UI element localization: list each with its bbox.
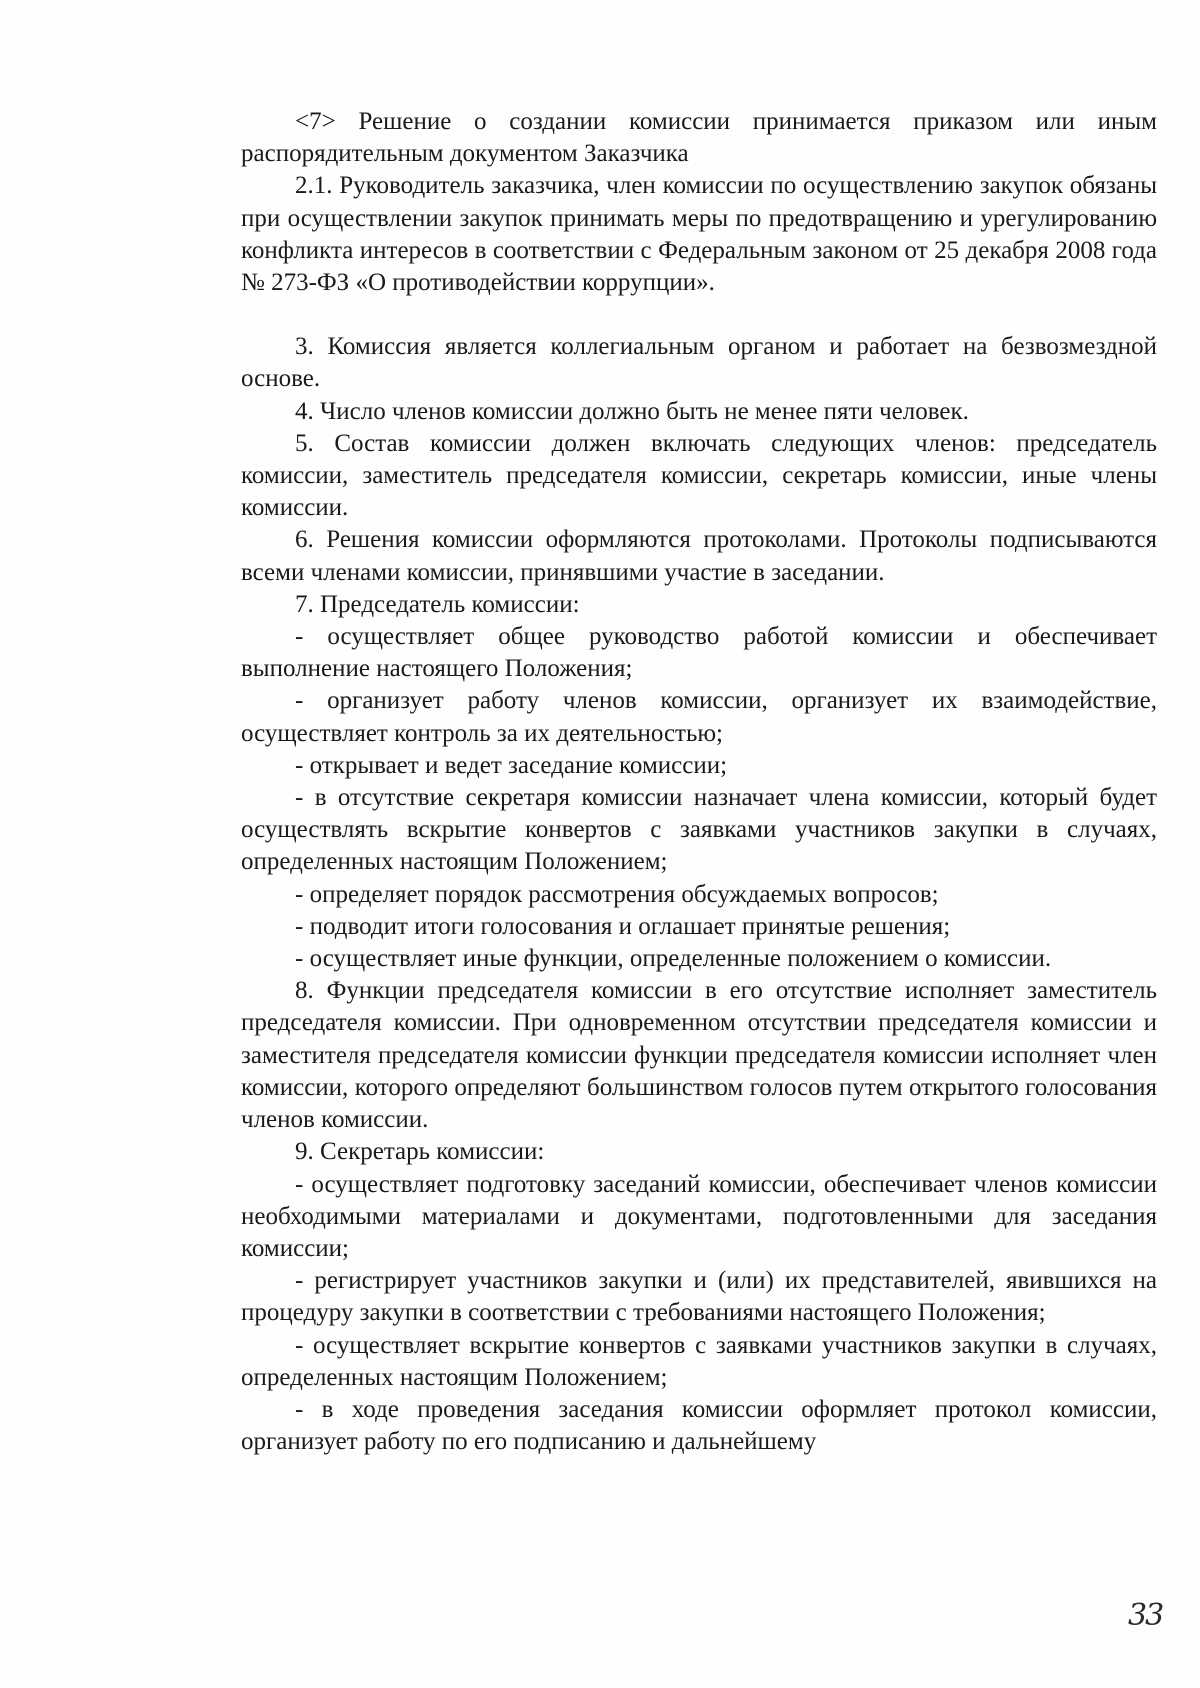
paragraph-7-heading: 7. Председатель комиссии: [295,590,580,618]
list-item: - определяет порядок рассмотрения обсуждаемых вопросов; [295,880,939,908]
list-item: - в отсутствие секретаря комиссии назначает члена комиссии, который будет осуществлять вскрытие конвертов с заявками участников закупки в случаях, определенных настоящим Положением; [241,784,1157,876]
paragraph-8: 8. Функции председателя комиссии в его отсутствие исполняет заместитель председателя комиссии. При одновременном отсутствии председателя комиссии и заместителя председателя комиссии функции председателя комиссии исполняет член комиссии, которого определяют большинством голосов путем открытого голосования членов комиссии. [241,977,1157,1134]
paragraph-2-1: 2.1. Руководитель заказчика, член комиссии по осуществлению закупок обязаны при осуществлении закупок принимать меры по предотвращению и урегулированию конфликта интересов в соответствии с Федеральным законом от 25 декабря 2008 года № 273-ФЗ «О противодействии коррупции». [241,172,1157,297]
document-body [241,106,1157,1458]
page-number: 33 [1128,1598,1163,1633]
list-item: - осуществляет вскрытие конвертов с заявками участников закупки в случаях, определенных настоящим Положением; [241,1331,1157,1391]
paragraph-9-heading: 9. Секретарь комиссии: [295,1138,545,1166]
list-item: - открывает и ведет заседание комиссии; [295,751,728,779]
paragraph-5: 5. Состав комиссии должен включать следующих членов: председатель комиссии, заместитель председателя комиссии, секретарь комиссии, иные члены комиссии. [241,429,1157,522]
list-item: - подводит итоги голосования и оглашает принятые решения; [295,912,951,940]
paragraph-6: 6. Решения комиссии оформляются протоколами. Протоколы подписываются всеми членами комиссии, принявшими участие в заседании. [241,526,1157,586]
list-item: - осуществляет общее руководство работой комиссии и обеспечивает выполнение настоящего Положения; [241,623,1157,683]
paragraph-4: 4. Число членов комиссии должно быть не менее пяти человек. [295,397,969,425]
list-item: - организует работу членов комиссии, организует их взаимодействие, осуществляет контроль за их деятельностью; [241,687,1157,747]
list-item: - регистрирует участников закупки и (или) их представителей, явившихся на процедуру закупки в соответствии с требованиями настоящего Положения; [241,1267,1157,1327]
paragraph-3: 3. Комиссия является коллегиальным органом и работает на безвозмездной основе. [241,333,1157,393]
list-item: - осуществляет иные функции, определенные положением о комиссии. [295,945,1052,973]
list-item: - осуществляет подготовку заседаний комиссии, обеспечивает членов комиссии необходимыми материалами и документами, подготовленными для заседания комиссии; [241,1170,1157,1262]
paragraph-footnote-7: <7> Решение о создании комиссии принимается приказом или иным распорядительным документом Заказчика [241,108,1157,168]
list-item: - в ходе проведения заседания комиссии оформляет протокол комиссии, организует работу по его подписанию и дальнейшему [241,1395,1157,1456]
